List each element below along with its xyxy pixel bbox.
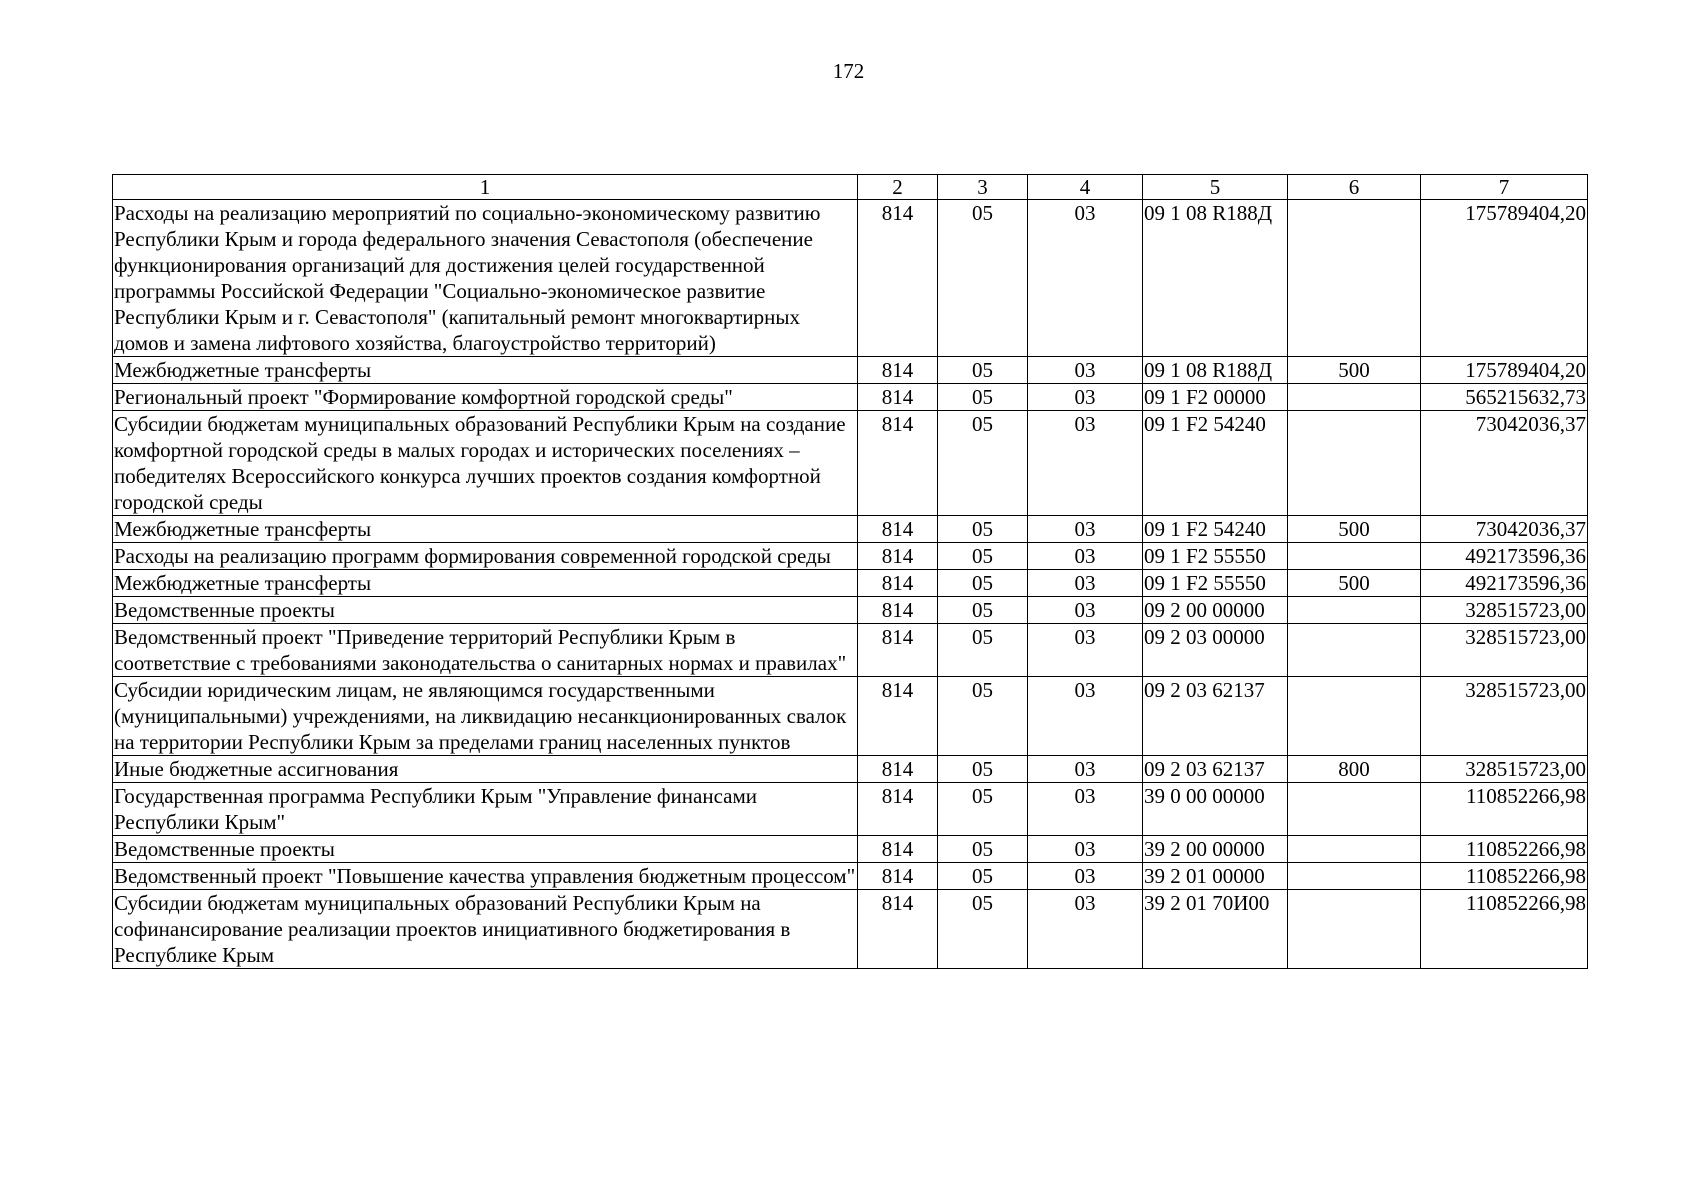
table-row (113, 756, 1588, 783)
item-name-cell: Субсидии юридическим лицам, не являющимся государственными (муниципальными) учреждениями, на ликвидацию несанкционированных свалок на территории Республики Крым за пределами границ населенных пунктов (113, 677, 858, 756)
section-code-cell: 05 (938, 836, 1028, 863)
ministry-code-cell: 814 (858, 411, 938, 516)
ministry-code-cell: 814 (858, 570, 938, 597)
target-article-cell: 09 1 F2 54240 (1143, 516, 1288, 543)
subsection-code-cell: 03 (1028, 200, 1143, 357)
table-row (113, 783, 1588, 836)
target-article-cell: 39 0 00 00000 (1143, 783, 1288, 836)
target-article-cell: 39 2 00 00000 (1143, 836, 1288, 863)
table-row (113, 624, 1588, 677)
page-number: 172 (832, 59, 865, 83)
column-header: 1 (113, 175, 858, 200)
target-article-cell: 09 2 03 62137 (1143, 756, 1288, 783)
ministry-code-cell: 814 (858, 357, 938, 384)
budget-table (112, 174, 1588, 969)
section-code-cell: 05 (938, 411, 1028, 516)
column-header: 6 (1288, 175, 1421, 200)
expense-type-cell: 500 (1288, 516, 1421, 543)
target-article-cell: 09 1 F2 55550 (1143, 543, 1288, 570)
subsection-code-cell: 03 (1028, 863, 1143, 890)
item-name-cell: Региональный проект "Формирование комфортной городской среды" (113, 384, 858, 411)
column-header: 3 (938, 175, 1028, 200)
subsection-code-cell: 03 (1028, 756, 1143, 783)
amount-cell: 175789404,20 (1421, 200, 1588, 357)
subsection-code-cell: 03 (1028, 357, 1143, 384)
amount-cell: 110852266,98 (1421, 863, 1588, 890)
target-article-cell: 09 1 08 R188Д (1143, 200, 1288, 357)
amount-cell: 73042036,37 (1421, 516, 1588, 543)
expense-type-cell: 500 (1288, 570, 1421, 597)
table-row (113, 543, 1588, 570)
amount-cell: 110852266,98 (1421, 836, 1588, 863)
amount-cell: 328515723,00 (1421, 624, 1588, 677)
expense-type-cell (1288, 597, 1421, 624)
subsection-code-cell: 03 (1028, 411, 1143, 516)
item-name-cell: Ведомственный проект "Приведение территорий Республики Крым в соответствие с требованиями законодательства о санитарных нормах и правилах" (113, 624, 858, 677)
subsection-code-cell: 03 (1028, 384, 1143, 411)
item-name-cell: Межбюджетные трансферты (113, 570, 858, 597)
amount-cell: 110852266,98 (1421, 890, 1588, 969)
table-row (113, 863, 1588, 890)
expense-type-cell: 800 (1288, 756, 1421, 783)
target-article-cell: 09 2 03 62137 (1143, 677, 1288, 756)
expense-type-cell (1288, 543, 1421, 570)
target-article-cell: 09 2 00 00000 (1143, 597, 1288, 624)
expense-type-cell (1288, 411, 1421, 516)
section-code-cell: 05 (938, 543, 1028, 570)
section-code-cell: 05 (938, 756, 1028, 783)
ministry-code-cell: 814 (858, 863, 938, 890)
table-header-row (113, 175, 1588, 200)
ministry-code-cell: 814 (858, 384, 938, 411)
expense-type-cell: 500 (1288, 357, 1421, 384)
expense-type-cell (1288, 624, 1421, 677)
section-code-cell: 05 (938, 890, 1028, 969)
table-row (113, 597, 1588, 624)
target-article-cell: 09 1 08 R188Д (1143, 357, 1288, 384)
item-name-cell: Субсидии бюджетам муниципальных образований Республики Крым на создание комфортной городской среды в малых городах и исторических поселениях – победителях Всероссийского конкурса лучших проектов создания комфортной городской среды (113, 411, 858, 516)
section-code-cell: 05 (938, 597, 1028, 624)
item-name-cell: Субсидии бюджетам муниципальных образований Республики Крым на софинансирование реализации проектов инициативного бюджетирования в Республике Крым (113, 890, 858, 969)
table-row (113, 890, 1588, 969)
ministry-code-cell: 814 (858, 783, 938, 836)
item-name-cell: Ведомственный проект "Повышение качества управления бюджетным процессом" (113, 863, 858, 890)
table-row (113, 384, 1588, 411)
expense-type-cell (1288, 863, 1421, 890)
subsection-code-cell: 03 (1028, 543, 1143, 570)
amount-cell: 110852266,98 (1421, 783, 1588, 836)
ministry-code-cell: 814 (858, 624, 938, 677)
section-code-cell: 05 (938, 677, 1028, 756)
column-header: 7 (1421, 175, 1588, 200)
ministry-code-cell: 814 (858, 836, 938, 863)
subsection-code-cell: 03 (1028, 836, 1143, 863)
ministry-code-cell: 814 (858, 890, 938, 969)
table-row (113, 836, 1588, 863)
item-name-cell: Межбюджетные трансферты (113, 516, 858, 543)
amount-cell: 492173596,36 (1421, 543, 1588, 570)
section-code-cell: 05 (938, 570, 1028, 597)
subsection-code-cell: 03 (1028, 624, 1143, 677)
target-article-cell: 09 1 F2 00000 (1143, 384, 1288, 411)
ministry-code-cell: 814 (858, 597, 938, 624)
expense-type-cell (1288, 200, 1421, 357)
section-code-cell: 05 (938, 200, 1028, 357)
section-code-cell: 05 (938, 384, 1028, 411)
table-row (113, 570, 1588, 597)
target-article-cell: 09 1 F2 55550 (1143, 570, 1288, 597)
item-name-cell: Иные бюджетные ассигнования (113, 756, 858, 783)
amount-cell: 328515723,00 (1421, 677, 1588, 756)
section-code-cell: 05 (938, 624, 1028, 677)
expense-type-cell (1288, 384, 1421, 411)
table-row (113, 200, 1588, 357)
target-article-cell: 39 2 01 70И00 (1143, 890, 1288, 969)
table-row (113, 516, 1588, 543)
expense-type-cell (1288, 890, 1421, 969)
ministry-code-cell: 814 (858, 756, 938, 783)
table-row (113, 411, 1588, 516)
table-row (113, 357, 1588, 384)
table-body (113, 200, 1588, 969)
column-header: 2 (858, 175, 938, 200)
amount-cell: 328515723,00 (1421, 597, 1588, 624)
ministry-code-cell: 814 (858, 200, 938, 357)
table-row (113, 677, 1588, 756)
item-name-cell: Расходы на реализацию мероприятий по социально-экономическому развитию Республики Крым и города федерального значения Севастополя (обеспечение функционирования организаций для достижения целей государственной программы Российской Федерации "Социально-экономическое развитие Республики Крым и г. Севастополя" (капитальный ремонт многоквартирных домов и замена лифтового хозяйства, благоустройство территорий) (113, 200, 858, 357)
subsection-code-cell: 03 (1028, 516, 1143, 543)
target-article-cell: 09 2 03 00000 (1143, 624, 1288, 677)
expense-type-cell (1288, 677, 1421, 756)
amount-cell: 175789404,20 (1421, 357, 1588, 384)
item-name-cell: Ведомственные проекты (113, 597, 858, 624)
amount-cell: 328515723,00 (1421, 756, 1588, 783)
subsection-code-cell: 03 (1028, 677, 1143, 756)
ministry-code-cell: 814 (858, 543, 938, 570)
subsection-code-cell: 03 (1028, 597, 1143, 624)
item-name-cell: Межбюджетные трансферты (113, 357, 858, 384)
section-code-cell: 05 (938, 516, 1028, 543)
section-code-cell: 05 (938, 357, 1028, 384)
section-code-cell: 05 (938, 863, 1028, 890)
section-code-cell: 05 (938, 783, 1028, 836)
item-name-cell: Ведомственные проекты (113, 836, 858, 863)
subsection-code-cell: 03 (1028, 570, 1143, 597)
target-article-cell: 09 1 F2 54240 (1143, 411, 1288, 516)
expense-type-cell (1288, 783, 1421, 836)
item-name-cell: Расходы на реализацию программ формирования современной городской среды (113, 543, 858, 570)
ministry-code-cell: 814 (858, 677, 938, 756)
column-header: 4 (1028, 175, 1143, 200)
ministry-code-cell: 814 (858, 516, 938, 543)
item-name-cell: Государственная программа Республики Крым "Управление финансами Республики Крым" (113, 783, 858, 836)
target-article-cell: 39 2 01 00000 (1143, 863, 1288, 890)
column-header: 5 (1143, 175, 1288, 200)
amount-cell: 565215632,73 (1421, 384, 1588, 411)
subsection-code-cell: 03 (1028, 890, 1143, 969)
amount-cell: 73042036,37 (1421, 411, 1588, 516)
expense-type-cell (1288, 836, 1421, 863)
amount-cell: 492173596,36 (1421, 570, 1588, 597)
subsection-code-cell: 03 (1028, 783, 1143, 836)
